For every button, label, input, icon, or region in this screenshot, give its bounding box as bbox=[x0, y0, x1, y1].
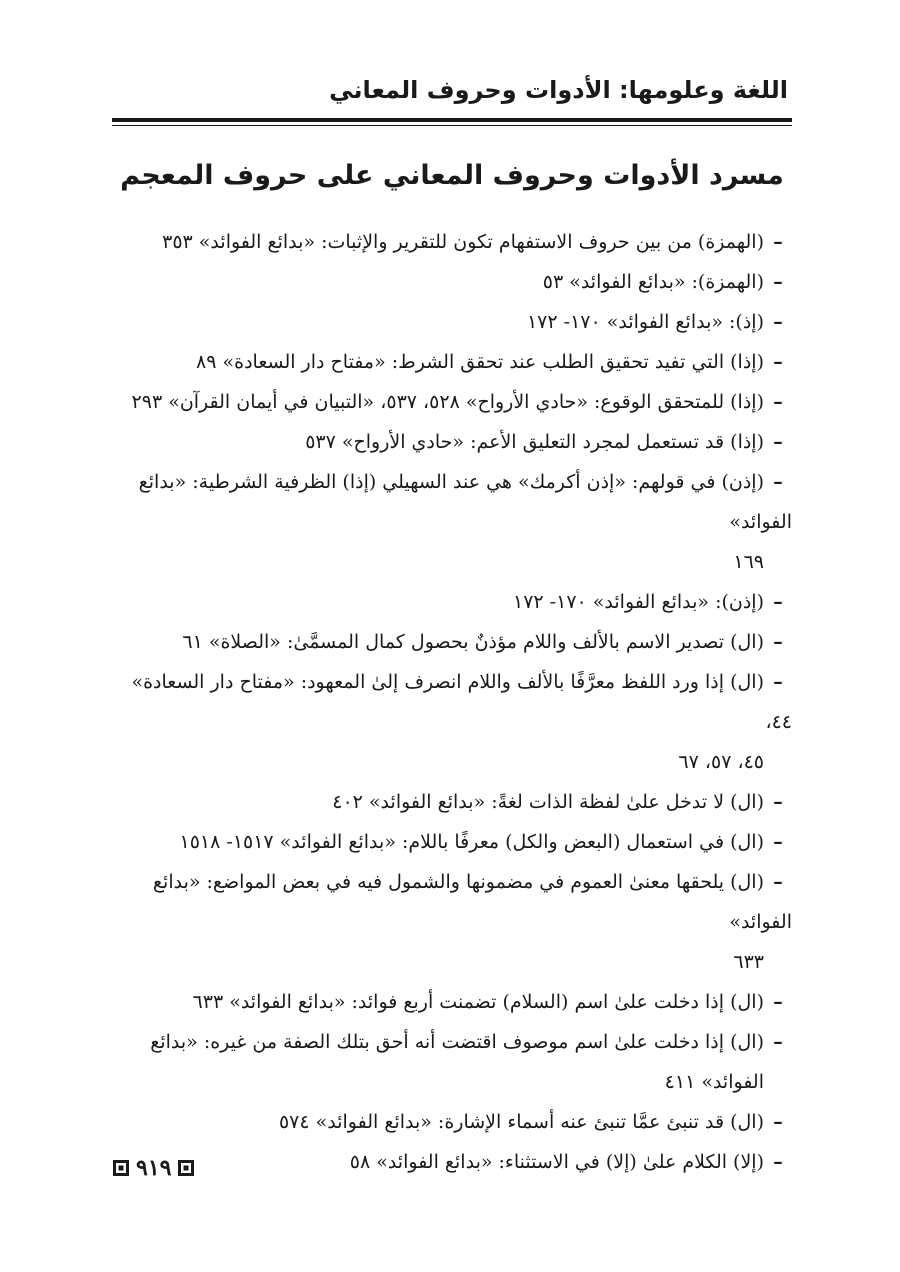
entry-text: (إلا) الكلام علىٰ (إلا) في الاستثناء: «بدائع الفوائد» ٥٨ bbox=[349, 1151, 764, 1173]
entry-dash: – bbox=[773, 1031, 783, 1053]
index-entry bbox=[112, 302, 792, 342]
entry-text: (ال) إذا ورد اللفظ معرَّفًا بالألف واللام انصرف إلىٰ المعهود: «مفتاح دار السعادة» ٤٤، bbox=[131, 671, 792, 733]
entry-dash: – bbox=[773, 351, 783, 373]
entry-text: (إذا) قد تستعمل لمجرد التعليق الأعم: «حادي الأرواح» ٥٣٧ bbox=[305, 431, 764, 453]
index-entry bbox=[112, 862, 792, 982]
entry-dash: – bbox=[773, 871, 783, 893]
entry-continuation: الفوائد» ٤١١ bbox=[664, 1071, 764, 1093]
entry-text: (ال) في استعمال (البعض والكل) معرفًا باللام: «بدائع الفوائد» ١٥١٧- ١٥١٨ bbox=[179, 831, 764, 853]
index-entry bbox=[112, 342, 792, 382]
entry-dash: – bbox=[773, 431, 783, 453]
index-entry bbox=[112, 822, 792, 862]
entry-dash: – bbox=[773, 831, 783, 853]
entry-dash: – bbox=[773, 311, 783, 333]
entry-text: (ال) تصدير الاسم بالألف واللام مؤذنٌ بحصول كمال المسمَّىٰ: «الصلاة» ٦١ bbox=[182, 631, 764, 653]
entry-dash: – bbox=[773, 631, 783, 653]
index-entry bbox=[112, 982, 792, 1022]
entry-text: (ال) إذا دخلت علىٰ اسم موصوف اقتضت أنه أحق بتلك الصفة من غيره: «بدائع bbox=[150, 1031, 764, 1053]
entry-text: (إذن): «بدائع الفوائد» ١٧٠- ١٧٢ bbox=[513, 591, 764, 613]
page-footer bbox=[112, 1155, 195, 1181]
entry-text: (إذا) للمتحقق الوقوع: «حادي الأرواح» ٥٢٨، ٥٣٧، «التبيان في أيمان القرآن» ٢٩٣ bbox=[131, 391, 764, 413]
entry-text: (ال) يلحقها معنىٰ العموم في مضمونها والشمول فيه في بعض المواضع: «بدائع الفوائد» bbox=[152, 871, 792, 933]
index-entry bbox=[112, 462, 792, 582]
entry-text: (إذن) في قولهم: «إذن أكرمك» هي عند السهيلي (إذا) الظرفية الشرطية: «بدائع الفوائد» bbox=[138, 471, 792, 533]
ornament-icon bbox=[177, 1159, 195, 1177]
entry-text: (ال) قد تنبئ عمَّا تنبئ عنه أسماء الإشارة: «بدائع الفوائد» ٥٧٤ bbox=[278, 1111, 764, 1133]
header-rule-thick bbox=[112, 118, 792, 122]
entry-dash: – bbox=[773, 1111, 783, 1133]
entry-dash: – bbox=[773, 591, 783, 613]
entry-dash: – bbox=[773, 991, 783, 1013]
running-header: اللغة وعلومها: الأدوات وحروف المعاني bbox=[329, 76, 788, 104]
index-entry bbox=[112, 1102, 792, 1142]
index-entry bbox=[112, 1022, 792, 1102]
ornament-icon bbox=[112, 1159, 130, 1177]
index-entry bbox=[112, 782, 792, 822]
entry-continuation: ٦٣٣ bbox=[733, 951, 764, 973]
entry-list bbox=[112, 222, 792, 1182]
entry-dash: – bbox=[773, 391, 783, 413]
entry-dash: – bbox=[773, 671, 783, 693]
index-entry bbox=[112, 422, 792, 462]
entry-dash: – bbox=[773, 271, 783, 293]
entry-dash: – bbox=[773, 791, 783, 813]
entry-text: (الهمزة): «بدائع الفوائد» ٥٣ bbox=[542, 271, 764, 293]
index-entry bbox=[112, 1142, 792, 1182]
entry-dash: – bbox=[773, 231, 783, 253]
entry-text: (ال) إذا دخلت علىٰ اسم (السلام) تضمنت أربع فوائد: «بدائع الفوائد» ٦٣٣ bbox=[192, 991, 764, 1013]
entry-dash: – bbox=[773, 471, 783, 493]
entry-continuation: ٤٥، ٥٧، ٦٧ bbox=[678, 751, 764, 773]
entry-text: (الهمزة) من بين حروف الاستفهام تكون للتقرير والإثبات: «بدائع الفوائد» ٣٥٣ bbox=[162, 231, 764, 253]
entry-text: (إذ): «بدائع الفوائد» ١٧٠- ١٧٢ bbox=[526, 311, 764, 333]
index-entry bbox=[112, 382, 792, 422]
entry-text: (إذا) التي تفيد تحقيق الطلب عند تحقق الشرط: «مفتاح دار السعادة» ٨٩ bbox=[196, 351, 764, 373]
entry-dash: – bbox=[773, 1151, 783, 1173]
header-rule-thin bbox=[112, 125, 792, 126]
page-number: ٩١٩ bbox=[136, 1155, 172, 1181]
index-entry bbox=[112, 222, 792, 262]
section-title: مسرد الأدوات وحروف المعاني على حروف المعجم bbox=[120, 160, 784, 191]
index-entry bbox=[112, 582, 792, 622]
index-entry bbox=[112, 622, 792, 662]
index-entry bbox=[112, 262, 792, 302]
entry-text: (ال) لا تدخل علىٰ لفظة الذات لغةً: «بدائع الفوائد» ٤٠٢ bbox=[332, 791, 764, 813]
entry-continuation: ١٦٩ bbox=[733, 551, 764, 573]
index-entry bbox=[112, 662, 792, 782]
